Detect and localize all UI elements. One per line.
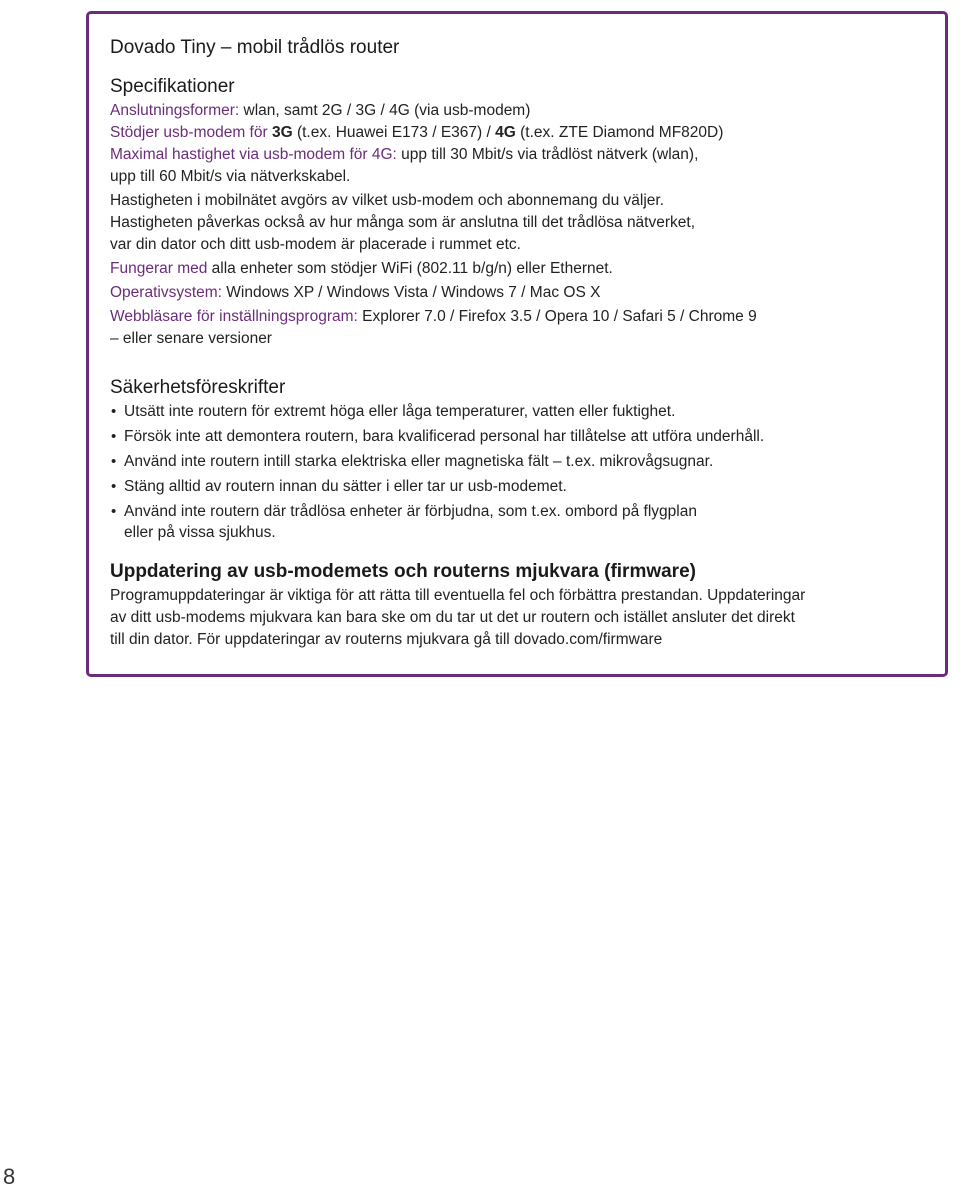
browser-line	[110, 306, 930, 328]
browser-line-2: – eller senare versioner	[110, 330, 272, 347]
works-with-line	[110, 258, 930, 280]
speed-note-3: var din dator och ditt usb-modem är placerade i rummet etc.	[110, 236, 521, 253]
page-title: Dovado Tiny – mobil trådlös router	[110, 37, 400, 58]
speed-note-1: Hastigheten i mobilnätet avgörs av vilket usb-modem och abonnemang du väljer.	[110, 192, 665, 209]
list-item: • Stäng alltid av routern innan du sätter i eller tar ur usb-modemet.	[111, 478, 567, 495]
works-with-label: Fungerar med	[110, 260, 208, 277]
os-label: Operativsystem:	[110, 284, 222, 301]
update-line-3: till din dator. För uppdateringar av routerns mjukvara gå till dovado.com/firmware	[110, 631, 663, 648]
bullet-icon: •	[111, 503, 117, 520]
connection-line	[110, 100, 930, 122]
bullet-icon: •	[111, 403, 117, 420]
list-item-continuation: eller på vissa sjukhus.	[124, 524, 276, 541]
speed-value: upp till 30 Mbit/s via trådlöst nätverk (wlan),	[396, 146, 699, 163]
list-item: • Använd inte routern där trådlösa enheter är förbjudna, som t.ex. ombord på flygplan eller på vissa sjukhus.	[111, 503, 697, 541]
os-value: Windows XP / Windows Vista / Windows 7 / Mac OS X	[221, 284, 601, 301]
update-line-1: Programuppdateringar är viktiga för att rätta till eventuella fel och förbättra prestandan. Uppdateringar	[110, 587, 806, 604]
safety-list	[110, 401, 930, 543]
list-item: • Utsätt inte routern för extremt höga eller låga temperaturer, vatten eller fuktighet.	[111, 403, 676, 420]
os-line	[110, 282, 930, 304]
safety-heading: Säkerhetsföreskrifter	[110, 377, 286, 398]
document-body	[110, 34, 930, 651]
list-item: • Använd inte routern intill starka elektriska eller magnetiska fält – t.ex. mikrovågsugnar.	[111, 453, 714, 470]
bullet-icon: •	[111, 428, 117, 445]
speed-line	[110, 144, 930, 166]
speed-label: Maximal hastighet via usb-modem för 4G:	[110, 146, 397, 163]
speed-line-2: upp till 60 Mbit/s via nätverkskabel.	[110, 168, 351, 185]
browser-label: Webbläsare för inställningsprogram:	[110, 308, 358, 325]
specs-heading: Specifikationer	[110, 76, 235, 97]
speed-note-2: Hastigheten påverkas också av hur många som är anslutna till det trådlösa nätverket,	[110, 214, 696, 231]
update-line-2: av ditt usb-modems mjukvara kan bara ske om du tar ut det ur routern och istället ansluter det direkt	[110, 609, 795, 626]
bullet-icon: •	[111, 478, 117, 495]
list-item: • Försök inte att demontera routern, bara kvalificerad personal har tillåtelse att utföra underhåll.	[111, 428, 765, 445]
modem-4g-example: (t.ex. ZTE Diamond MF820D)	[515, 124, 724, 141]
modem-3g-example: (t.ex. Huawei E173 / E367) /	[292, 124, 496, 141]
modem-4g: 4G	[495, 124, 516, 141]
update-heading: Uppdatering av usb-modemets och routerns mjukvara (firmware)	[110, 561, 696, 582]
connection-label: Anslutningsformer:	[110, 102, 240, 119]
modem-3g: 3G	[271, 124, 293, 141]
modem-line	[110, 122, 930, 144]
page-number: 8	[3, 1164, 16, 1189]
browser-value: Explorer 7.0 / Firefox 3.5 / Opera 10 / Safari 5 / Chrome 9	[357, 308, 757, 325]
modem-label: Stödjer usb-modem för	[110, 124, 268, 141]
bullet-icon: •	[111, 453, 117, 470]
works-with-value: alla enheter som stödjer WiFi (802.11 b/g/n) eller Ethernet.	[207, 260, 613, 277]
specs-block	[110, 100, 930, 350]
connection-value: wlan, samt 2G / 3G / 4G (via usb-modem)	[239, 102, 531, 119]
